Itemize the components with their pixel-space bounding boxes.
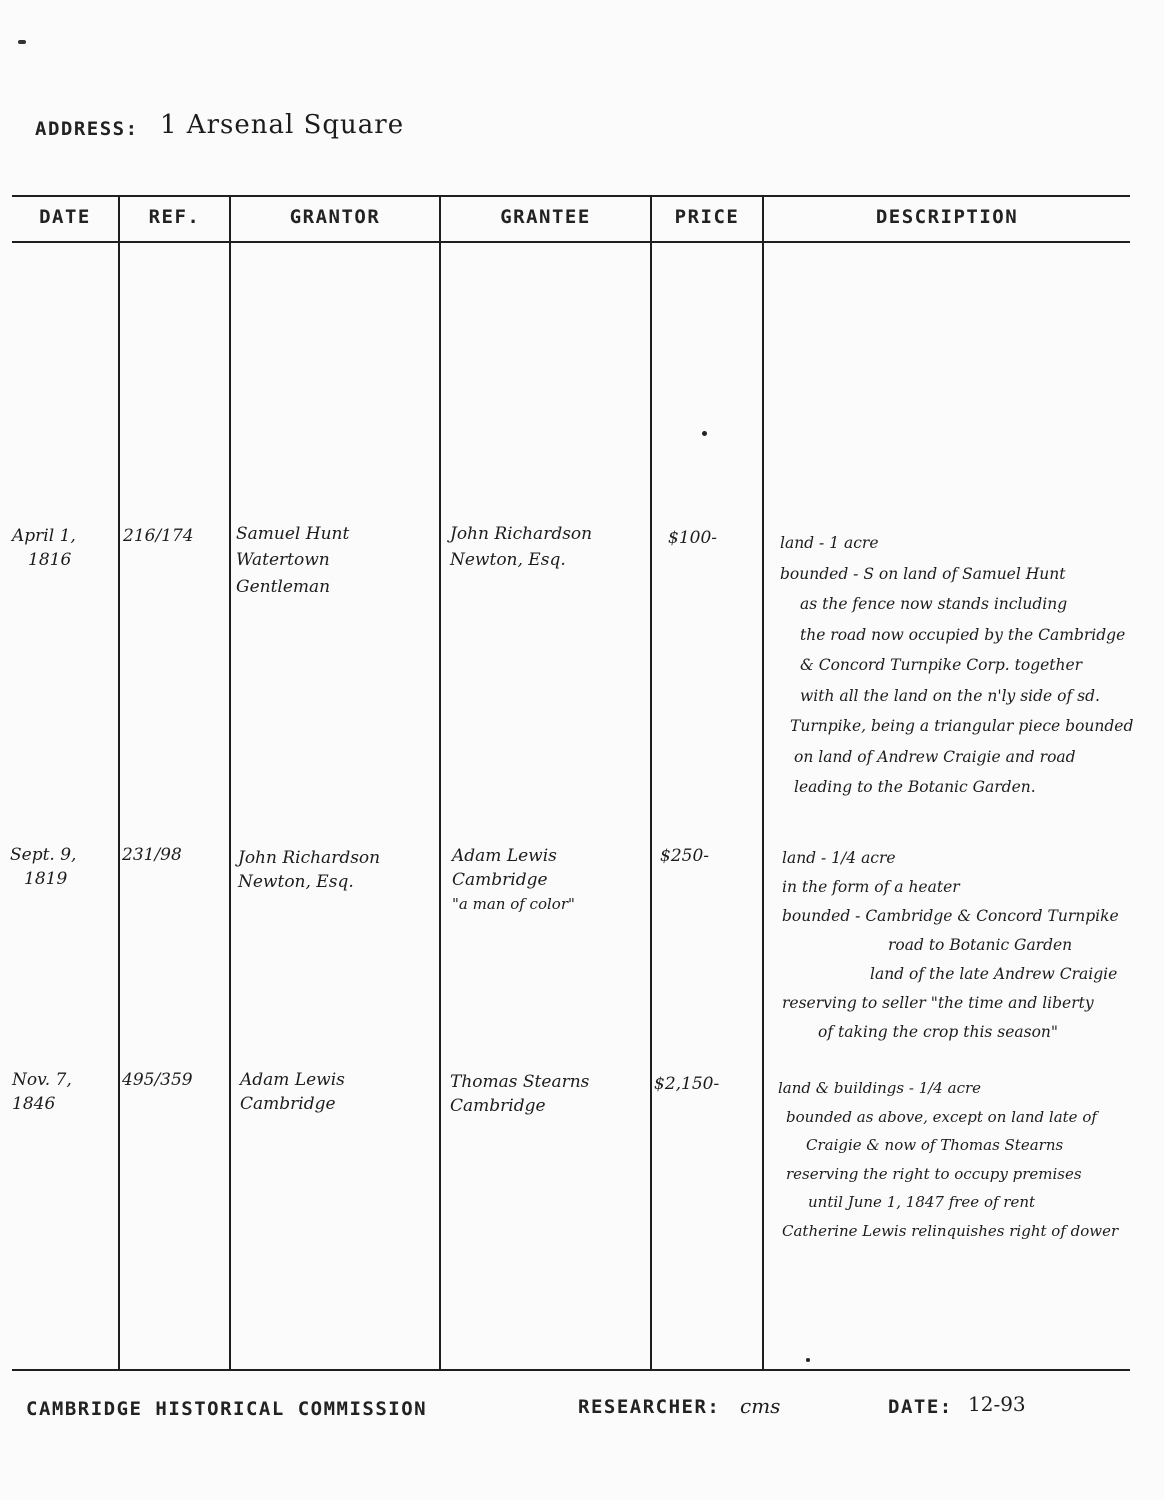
description-line: Catherine Lewis relinquishes right of dower — [782, 1221, 1119, 1240]
date-line: 1816 — [28, 550, 72, 571]
date-label: DATE: — [888, 1396, 953, 1418]
description-line: bounded - S on land of Samuel Hunt — [780, 564, 1066, 583]
column-header-grantee: GRANTEE — [500, 206, 591, 228]
description-line: bounded as above, except on land late of — [786, 1107, 1097, 1126]
stray-mark — [18, 40, 26, 44]
date-line: 1819 — [24, 869, 68, 890]
date-line: April 1, — [12, 526, 76, 546]
grantee-cell — [450, 524, 592, 571]
description-line: reserving the right to occupy premises — [786, 1164, 1082, 1183]
column-header-date: DATE — [39, 206, 91, 228]
grantor-cell — [236, 524, 349, 597]
description-cell — [778, 1074, 1118, 1245]
grantee-line: John Richardson — [450, 524, 593, 544]
researcher-value: cms — [740, 1394, 781, 1418]
description-line: on land of Andrew Craigie and road — [794, 747, 1076, 766]
grantor-line: Newton, Esq. — [238, 872, 354, 893]
description-line: in the form of a heater — [782, 878, 960, 896]
researcher-label: RESEARCHER: — [578, 1396, 721, 1418]
description-line: road to Botanic Garden — [888, 936, 1073, 954]
date-line: Nov. 7, — [12, 1070, 72, 1090]
description-line: until June 1, 1847 free of rent — [808, 1193, 1036, 1211]
address-value: 1 Arsenal Square — [160, 110, 405, 140]
description-line: land & buildings - 1/4 acre — [778, 1079, 982, 1097]
description-cell — [782, 844, 1119, 1047]
price-cell: $250- — [660, 846, 710, 866]
grantee-cell — [450, 1072, 589, 1117]
date-cell — [12, 526, 116, 571]
column-header-grantor: GRANTOR — [289, 206, 381, 228]
grantee-line: Cambridge — [452, 870, 548, 891]
grantor-line: Cambridge — [240, 1094, 336, 1115]
ref-cell: 231/98 — [122, 845, 182, 865]
description-line: bounded - Cambridge & Concord Turnpike — [782, 907, 1119, 925]
date-value: 12-93 — [968, 1392, 1026, 1416]
description-line: & Concord Turnpike Corp. together — [800, 656, 1083, 674]
description-line: Turnpike, being a triangular piece bounded — [790, 717, 1134, 735]
column-header-price: PRICE — [674, 206, 740, 228]
description-line: the road now occupied by the Cambridge — [800, 625, 1126, 644]
description-line: land - 1/4 acre — [782, 849, 896, 867]
date-cell — [10, 845, 116, 890]
description-line: leading to the Botanic Garden. — [794, 778, 1036, 796]
grantor-line: John Richardson — [238, 848, 381, 868]
description-line: with all the land on the n'ly side of sd. — [800, 686, 1100, 705]
price-cell: $100- — [668, 528, 718, 548]
description-line: land of the late Andrew Craigie — [870, 965, 1118, 983]
grantee-line: Thomas Stearns — [450, 1072, 590, 1092]
description-line: of taking the crop this season" — [818, 1023, 1059, 1041]
ref-cell: 216/174 — [123, 526, 194, 546]
grantor-cell — [240, 1070, 345, 1115]
grantee-line: Cambridge — [450, 1096, 546, 1117]
description-line: Craigie & now of Thomas Stearns — [806, 1136, 1064, 1154]
grantor-line: Gentleman — [236, 576, 331, 597]
grantee-line: "a man of color" — [452, 894, 575, 913]
grantee-cell — [452, 846, 575, 913]
stray-dot — [702, 431, 707, 436]
date-line: 1846 — [12, 1094, 56, 1115]
date-line: Sept. 9, — [10, 845, 77, 865]
description-line: reserving to seller "the time and liberty — [782, 994, 1094, 1012]
grantor-line: Adam Lewis — [240, 1070, 345, 1090]
grantee-line: Adam Lewis — [452, 846, 557, 866]
column-header-ref: REF. — [148, 206, 201, 228]
date-cell — [12, 1070, 116, 1115]
grantor-line: Samuel Hunt — [236, 524, 350, 544]
grantor-line: Watertown — [236, 550, 330, 571]
commission-name: CAMBRIDGE HISTORICAL COMMISSION — [26, 1398, 428, 1420]
address-label: ADDRESS: — [35, 118, 139, 140]
stray-dot — [806, 1358, 810, 1362]
grantee-line: Newton, Esq. — [450, 550, 566, 571]
grantor-cell — [238, 848, 380, 893]
column-header-description: DESCRIPTION — [875, 206, 1019, 228]
description-line: land - 1 acre — [780, 534, 879, 552]
ref-cell: 495/359 — [122, 1070, 193, 1090]
price-cell: $2,150- — [654, 1074, 720, 1094]
description-line: as the fence now stands including — [800, 595, 1068, 613]
description-cell — [780, 528, 1133, 803]
